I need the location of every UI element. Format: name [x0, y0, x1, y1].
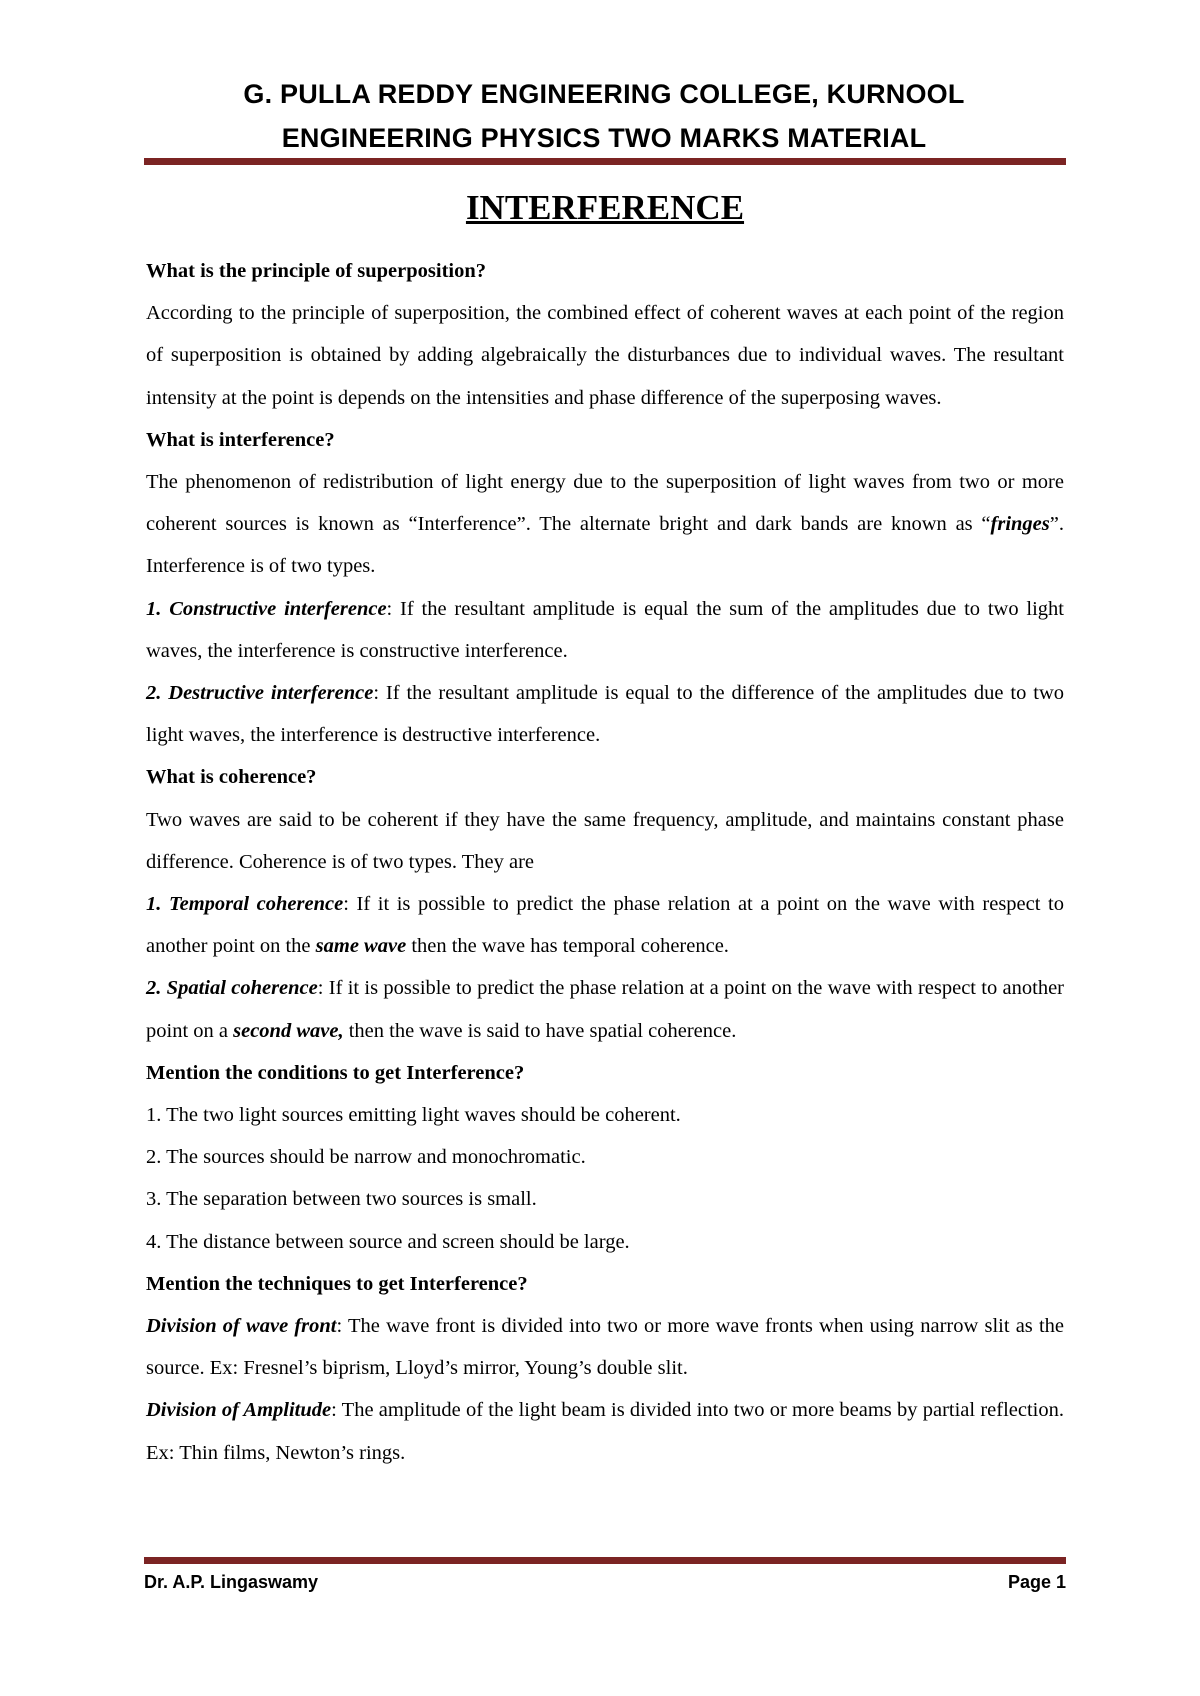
term-text: : If it is possible to predict the phase relation at a point on the wave with respect to another point on the	[146, 893, 1064, 958]
term-label: 1. Temporal coherence	[146, 893, 344, 916]
answer-text: The phenomenon of redistribution of light energy due to the superposition of light waves from two or more coherent sources is known as “Interference”. The alternate bright and dark bands are known as “	[146, 471, 1064, 536]
question-interference: What is interference?	[146, 428, 335, 451]
term-text: : If the resultant amplitude is equal to the difference of the amplitudes due to two light waves, the interference is destructive interference.	[146, 682, 1064, 747]
footer-divider	[144, 1557, 1066, 1564]
answer-superposition: According to the principle of superposition, the combined effect of coherent waves at each point of the region of superposition is obtained by adding algebraically the disturbances due to individual waves. The resultant intensity at the point is depends on the intensities and phase difference of the superposing waves.	[146, 302, 1064, 409]
answer-coherence: Two waves are said to be coherent if they have the same frequency, amplitude, and maintains constant phase difference. Coherence is of two types. They are	[146, 808, 1064, 873]
destructive-interference	[146, 672, 1064, 756]
term-text: then the wave is said to have spatial coherence.	[343, 1019, 737, 1042]
term-text: then the wave has temporal coherence.	[406, 935, 729, 958]
page-title: INTERFERENCE	[465, 188, 745, 227]
page-header	[144, 72, 1064, 160]
author-name: Dr. A.P. Lingaswamy	[144, 1572, 319, 1592]
term-text: : If the resultant amplitude is equal the sum of the amplitudes due to two light waves, the interference is constructive interference.	[146, 597, 1064, 662]
term-label: 2. Destructive interference	[146, 682, 374, 705]
college-name: G. PULLA REDDY ENGINEERING COLLEGE, KURNOOL	[243, 79, 965, 109]
page-number: Page 1	[1007, 1572, 1066, 1592]
term-label: 2. Spatial coherence	[146, 977, 318, 1000]
page-footer	[144, 1572, 1066, 1593]
division-wave-front	[146, 1305, 1064, 1389]
question-conditions: Mention the conditions to get Interference?	[146, 1061, 525, 1084]
term-label: 1. Constructive interference	[146, 597, 387, 620]
term-label: Division of Amplitude	[146, 1399, 332, 1422]
division-amplitude	[146, 1389, 1064, 1473]
temporal-coherence	[146, 883, 1064, 967]
question-coherence: What is coherence?	[146, 766, 317, 789]
answer-text: ”. Interference is of two types.	[146, 513, 1064, 578]
term-text: : The wave front is divided into two or more wave fronts when using narrow slit as the source. Ex: Fresnel’s biprism, Lloyd’s mirror, Young’s double slit.	[146, 1315, 1065, 1380]
list-item: 4. The distance between source and screen should be large.	[146, 1230, 630, 1253]
material-title: ENGINEERING PHYSICS TWO MARKS MATERIAL	[281, 123, 927, 153]
emphasis: second wave,	[233, 1019, 344, 1042]
emphasis: same wave	[315, 935, 407, 958]
answer-interference	[146, 461, 1064, 588]
list-item: 2. The sources should be narrow and monochromatic.	[146, 1146, 586, 1169]
term-text: : If it is possible to predict the phase relation at a point on the wave with respect to another point on a	[146, 977, 1065, 1042]
fringes-term: fringes	[990, 513, 1050, 536]
list-item: 1. The two light sources emitting light waves should be coherent.	[146, 1104, 681, 1127]
term-text: : The amplitude of the light beam is divided into two or more beams by partial reflection. Ex: Thin films, Newton’s rings.	[146, 1399, 1064, 1464]
term-label: Division of wave front	[146, 1315, 337, 1338]
spatial-coherence	[146, 967, 1064, 1051]
list-item: 3. The separation between two sources is small.	[146, 1188, 537, 1211]
constructive-interference	[146, 588, 1064, 672]
header-divider	[144, 158, 1066, 165]
question-superposition: What is the principle of superposition?	[146, 260, 486, 282]
question-techniques: Mention the techniques to get Interference?	[146, 1272, 528, 1295]
document-body	[146, 250, 1064, 1474]
